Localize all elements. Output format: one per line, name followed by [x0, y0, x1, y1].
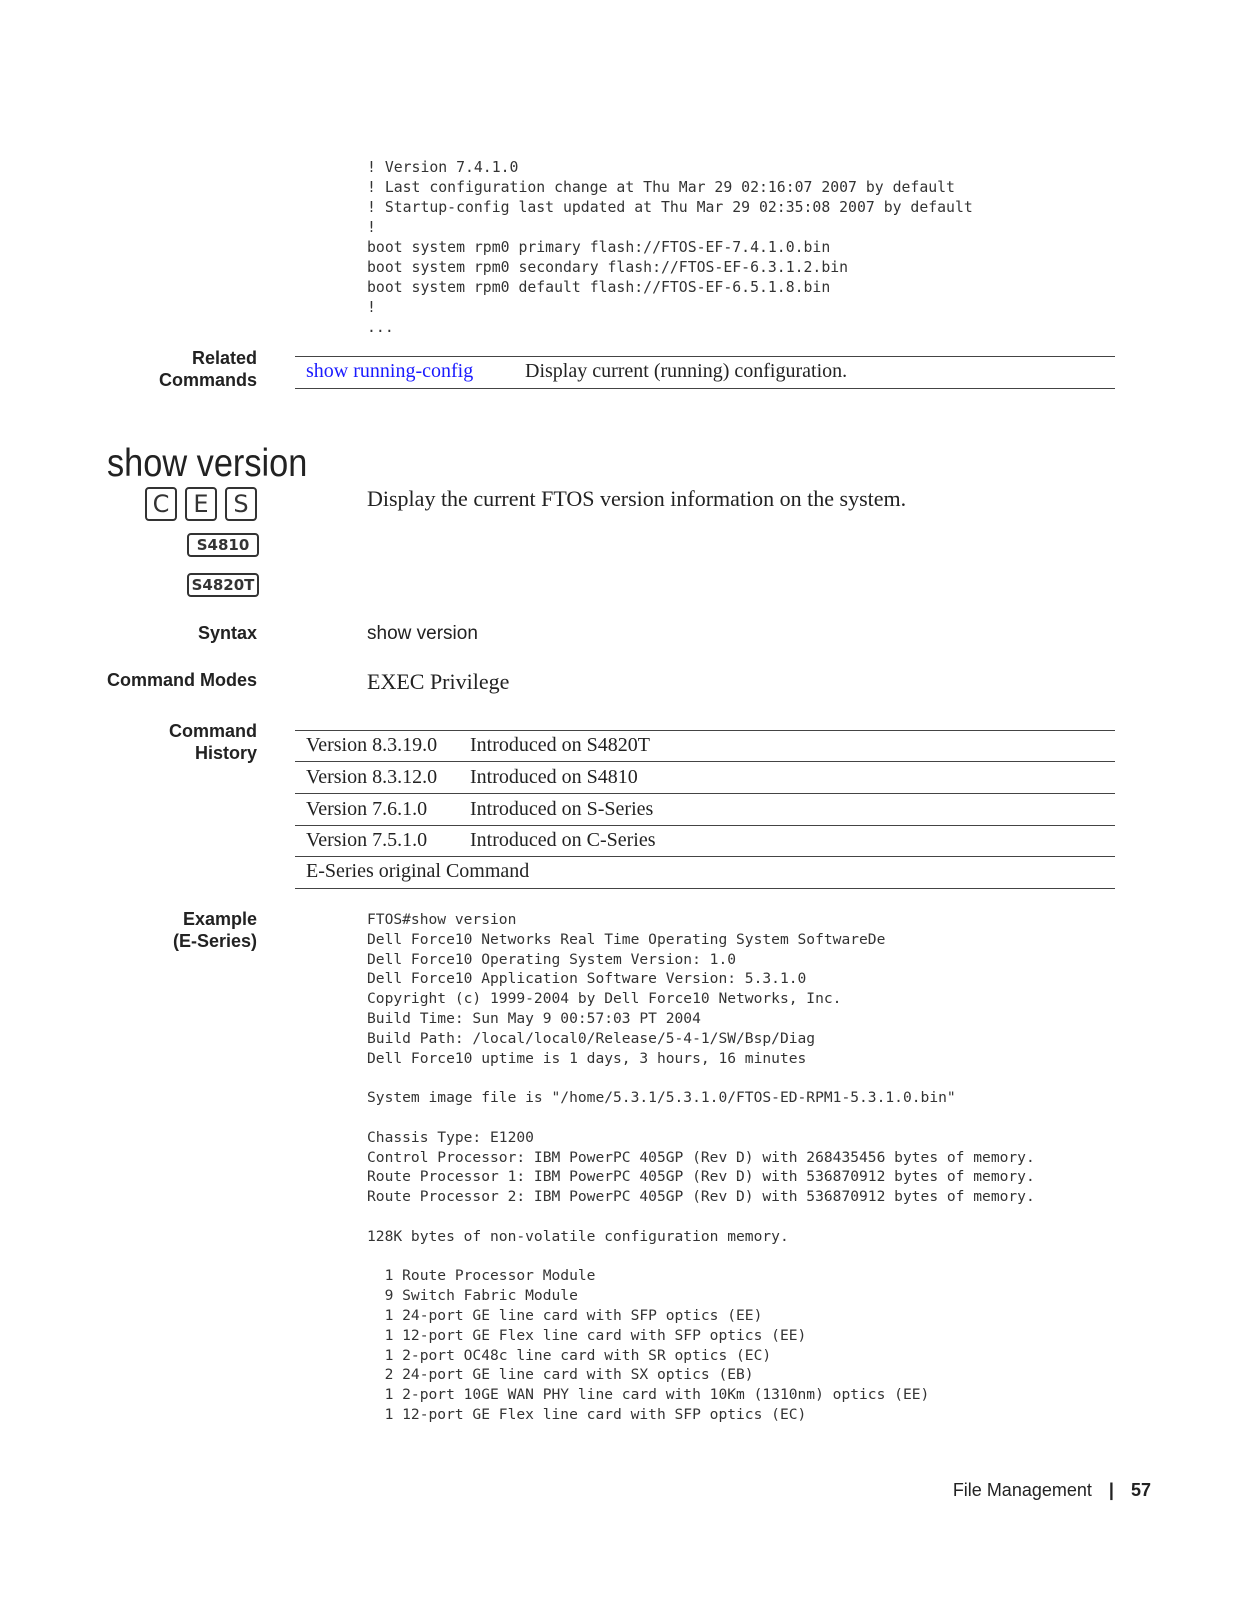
command-modes-label: Command Modes	[106, 670, 257, 690]
history-note-3: Introduced on S-Series	[470, 798, 654, 820]
history-rule-4	[295, 856, 1115, 857]
history-rule-3	[295, 825, 1115, 826]
command-title: show version	[107, 442, 308, 485]
example-code-block: FTOS#show version Dell Force10 Networks Real Time Operating System SoftwareDe Dell Force10 Operating System Version: 1.0 Dell Force10 Application Software Version: 5.3.1.0 Copyright (c) 1999-2004 by Dell Force10 Networks, Inc. Build Time: Sun May 9 00:57:03 PT 2004 Build Path: /local/local0/Release/5-4-1/SW/Bsp/Diag Dell Force10 uptime is 1 days, 3 hours, 16 minutes System image file is "/home/5.3.1/5.3.1.0/FTOS-ED-RPM1-5.3.1.0.bin" Chassis Type: E1200 Control Processor: IBM PowerPC 405GP (Rev D) with 268435456 bytes of memory. Route Processor 1: IBM PowerPC 405GP (Rev D) with 536870912 bytes of memory. Route Processor 2: IBM PowerPC 405GP (Rev D) with 536870912 bytes of memory. 128K bytes of non-volatile configuration memory. 1 Route Processor Module 9 Switch Fabric Module 1 24-port GE line card with SFP optics (EE) 1 12-port GE Flex line card with SFP optics (EE) 1 2-port OC48c line card with SR optics (EC) 2 24-port GE line card with SX optics (EB) 1 2-port 10GE WAN PHY line card with 10Km (1310nm) optics (EE) 1 12-port GE Flex line card with SFP optics (EC)	[367, 911, 1035, 1423]
history-note-4: Introduced on C-Series	[470, 829, 656, 851]
related-commands-label: Related Commands	[158, 348, 257, 390]
top-code-block: ! Version 7.4.1.0 ! Last configuration change at Thu Mar 29 02:16:07 2007 by default ! Startup-config last updated at Thu Mar 29 02:35:08 2007 by default ! boot system rpm0 primary flash://FTOS-EF-7.4.1.0.bin boot system rpm0 secondary flash://FTOS-EF-6.3.1.2.bin boot system rpm0 default flash://FTOS-EF-6.5.1.8.bin ! ...	[367, 159, 973, 336]
example-label: Example (E-Series)	[172, 909, 257, 951]
related-command-link[interactable]: show running-config	[306, 360, 474, 382]
history-version-1: Version 8.3.19.0	[306, 734, 438, 756]
command-description: Display the current FTOS version information on the system.	[367, 486, 907, 511]
history-note-1: Introduced on S4820T	[470, 734, 650, 756]
syntax-value: show version	[367, 623, 478, 644]
history-note-2: Introduced on S4810	[470, 766, 638, 788]
history-version-2: Version 8.3.12.0	[306, 766, 438, 788]
history-rule-2	[295, 793, 1115, 794]
history-version-3: Version 7.6.1.0	[306, 798, 428, 820]
platform-badge-s4820t: S4820T	[187, 573, 259, 597]
platform-badge-c: C	[145, 487, 177, 521]
platform-badge-s4810: S4810	[187, 533, 259, 557]
related-command-description: Display current (running) configuration.	[525, 360, 848, 382]
page-footer	[953, 1479, 1151, 1501]
history-rule-1	[295, 761, 1115, 762]
footer-page-number: 57	[1130, 1480, 1151, 1500]
history-rule-5	[295, 888, 1115, 889]
related-table-top-rule	[295, 356, 1115, 357]
platform-badge-e: E	[185, 487, 217, 521]
platform-badge-s: S	[225, 487, 257, 521]
related-table-bottom-rule	[295, 388, 1115, 389]
footer-section: File Management	[952, 1480, 1092, 1500]
history-footer-note: E-Series original Command	[306, 860, 530, 882]
command-modes-value: EXEC Privilege	[367, 669, 510, 694]
syntax-label: Syntax	[197, 623, 257, 643]
footer-separator: |	[1108, 1480, 1114, 1500]
history-version-4: Version 7.5.1.0	[306, 829, 428, 851]
history-rule-0	[295, 730, 1115, 731]
command-history-label: Command History	[168, 721, 257, 763]
